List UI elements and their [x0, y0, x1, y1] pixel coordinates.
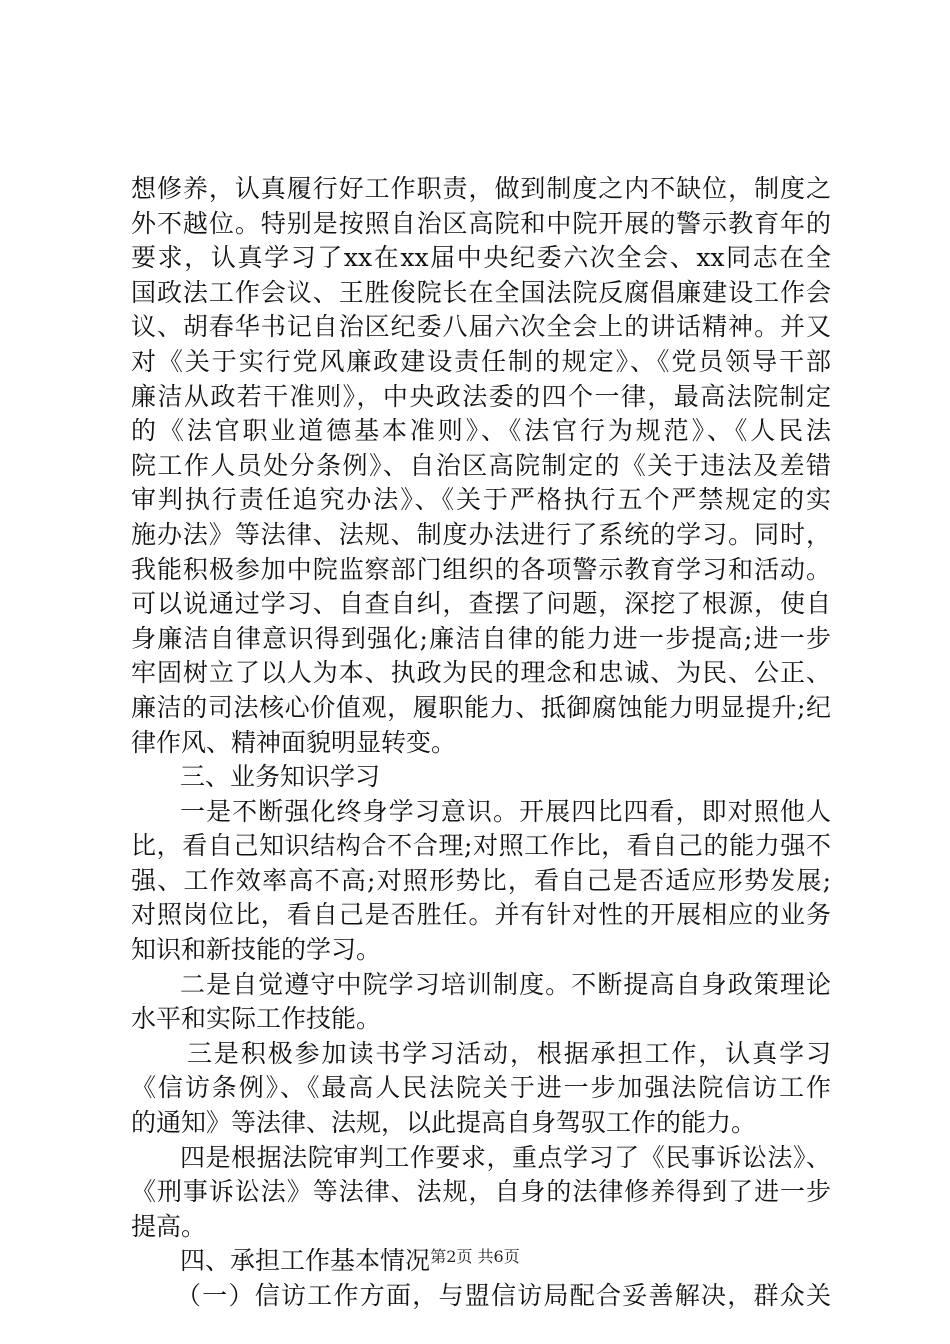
text-line: （一）信访工作方面，与盟信访局配合妥善解决，群众关	[176, 1281, 831, 1310]
text-line: 审判执行责任追究办法》、《关于严格执行五个严禁规定的实	[131, 485, 831, 515]
text-line: 我能积极参加中院监察部门组织的各项警示教育学习和活动。	[131, 554, 831, 584]
text-line: 可以说通过学习、自查自纠，查摆了问题，深挖了根源，使自	[131, 589, 831, 619]
text-line: 国政法工作会议、王胜俊院长在全国法院反腐倡廉建设工作会	[131, 277, 831, 307]
text-line: 比，看自己知识结构合不合理;对照工作比，看自己的能力强不	[131, 831, 831, 861]
text-line: 对《关于实行党风廉政建设责任制的规定》、《党员领导干部	[131, 346, 831, 376]
text-line: 水平和实际工作技能。	[131, 1004, 382, 1034]
text-line: 要求，认真学习了xx在xx届中央纪委六次全会、xx同志在全	[131, 243, 831, 273]
text-line: 的《法官职业道德基本准则》、《法官行为规范》、《人民法	[131, 416, 831, 446]
section-heading: 四、承担工作基本情况	[180, 1246, 431, 1276]
text-line: 牢固树立了以人为本、执政为民的理念和忠诚、为民、公正、	[131, 658, 831, 688]
text-line: 一是不断强化终身学习意识。开展四比四看，即对照他人	[180, 796, 831, 826]
text-line: 的通知》等法律、法规，以此提高自身驾驭工作的能力。	[131, 1108, 757, 1138]
text-line: 施办法》等法律、法规、制度办法进行了系统的学习。同时，	[131, 519, 831, 549]
page-number-footer: 第2页 共6页	[430, 1247, 520, 1266]
document-body	[131, 172, 831, 1314]
text-line: 对照岗位比，看自己是否胜任。并有针对性的开展相应的业务	[131, 900, 831, 930]
text-line: 《刑事诉讼法》等法律、法规，自身的法律修养得到了进一步	[131, 1177, 831, 1207]
text-line: 知识和新技能的学习。	[131, 935, 382, 965]
text-line: 想修养，认真履行好工作职责，做到制度之内不缺位，制度之	[131, 174, 831, 203]
text-line: 外不越位。特别是按照自治区高院和中院开展的警示教育年的	[131, 208, 831, 238]
text-line: 提高。	[131, 1211, 207, 1241]
text-line: 强、工作效率高不高;对照形势比，看自己是否适应形势发展;	[131, 865, 831, 895]
text-line: 身廉洁自律意识得到强化;廉洁自律的能力进一步提高;进一步	[131, 623, 831, 653]
text-line: 廉洁的司法核心价值观，履职能力、抵御腐蚀能力明显提升;纪	[131, 692, 831, 722]
section-heading: 三、业务知识学习	[180, 762, 381, 792]
text-line: 三是积极参加读书学习活动，根据承担工作，认真学习	[187, 1038, 831, 1068]
text-line: 二是自觉遵守中院学习培训制度。不断提高自身政策理论	[180, 969, 831, 999]
text-line: 廉洁从政若干准则》，中央政法委的四个一律，最高法院制定	[131, 381, 831, 411]
text-line: 《信访条例》、《最高人民法院关于进一步加强法院信访工作	[131, 1073, 831, 1103]
text-line: 院工作人员处分条例》、自治区高院制定的《关于违法及差错	[131, 450, 831, 480]
text-line: 四是根据法院审判工作要求，重点学习了《民事诉讼法》、	[180, 1142, 831, 1172]
text-line: 律作风、精神面貌明显转变。	[131, 727, 457, 757]
text-line: 议、胡春华书记自治区纪委八届六次全会上的讲话精神。并又	[131, 312, 831, 342]
